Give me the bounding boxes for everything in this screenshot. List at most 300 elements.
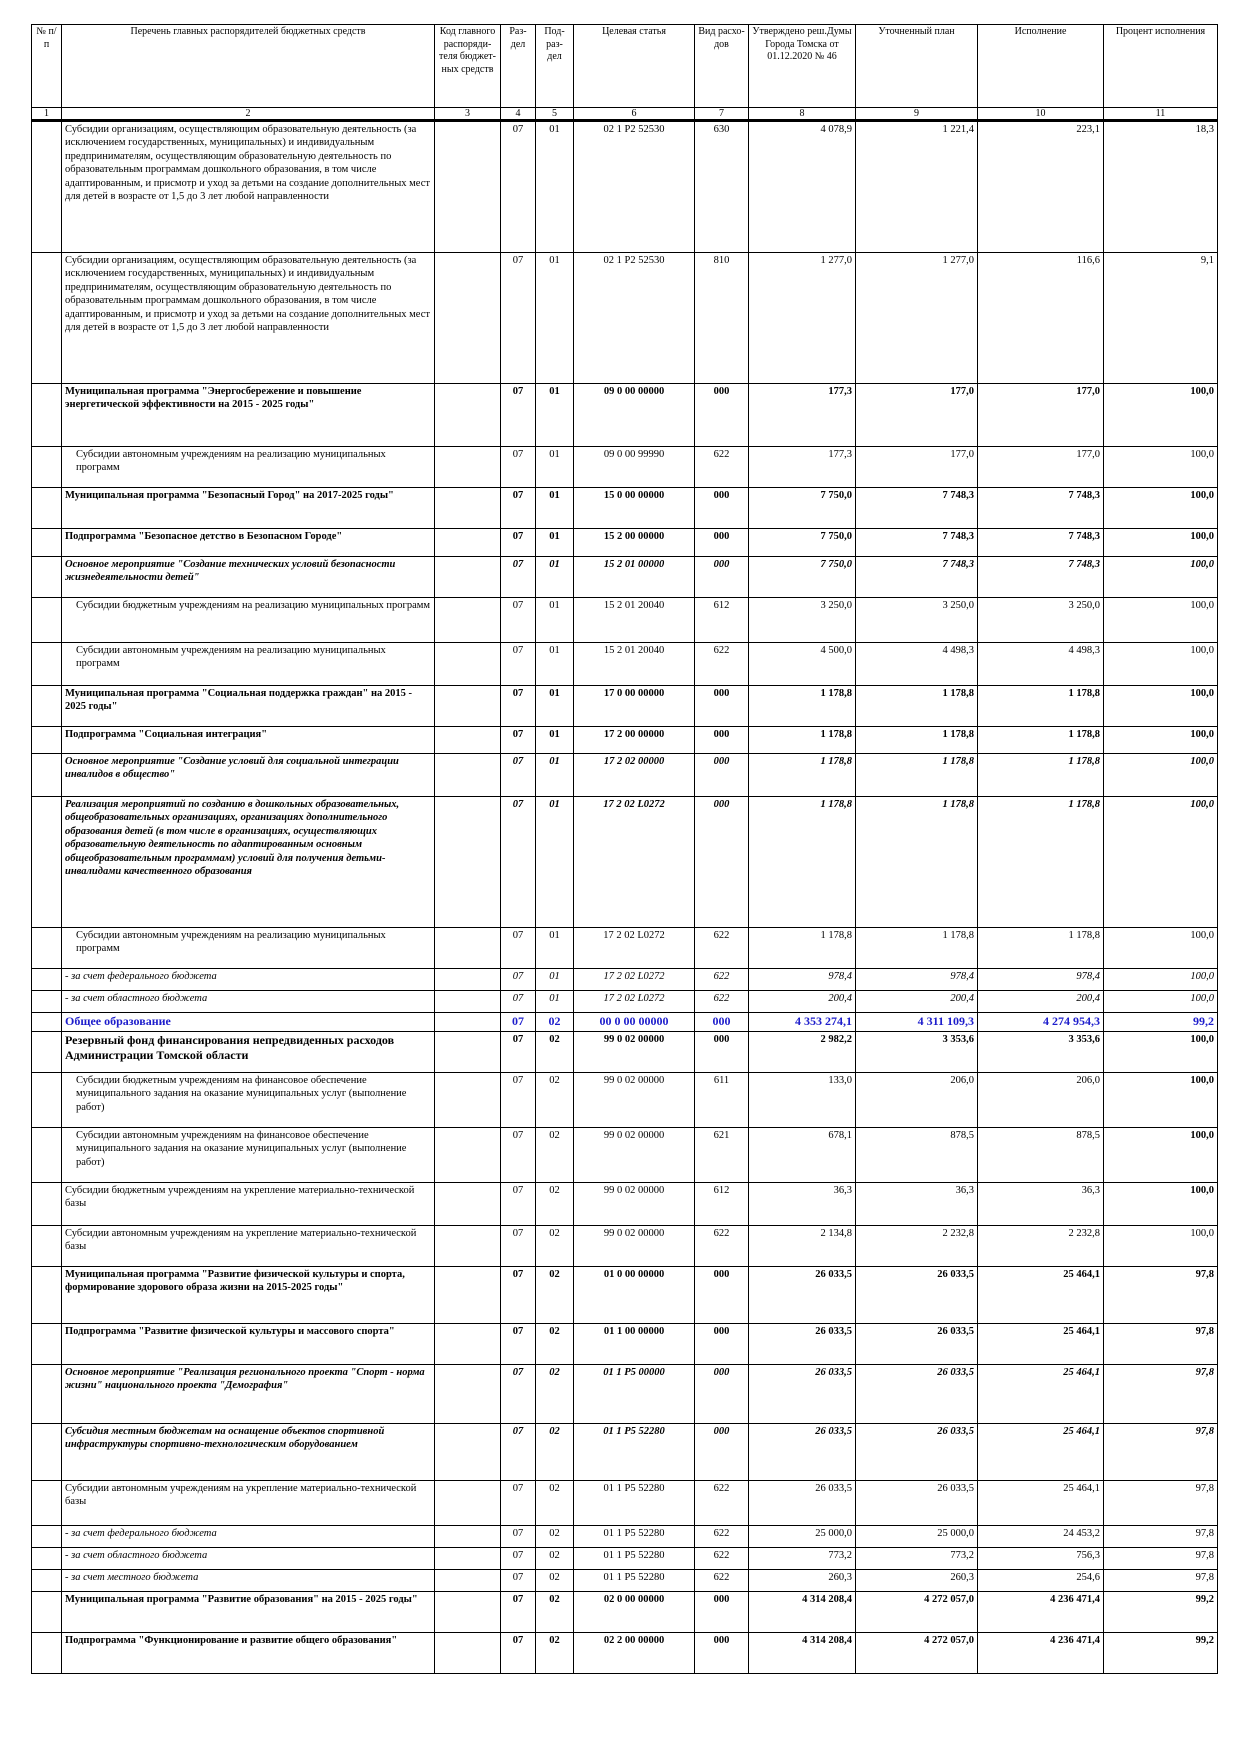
row-podrazdel-cell: 02 <box>536 1013 574 1032</box>
row-podrazdel-cell: 01 <box>536 686 574 727</box>
row-percent-cell: 97,8 <box>1104 1324 1218 1365</box>
row-approved-cell: 2 134,8 <box>749 1226 856 1267</box>
row-plan-cell: 26 033,5 <box>856 1267 978 1324</box>
row-number-cell <box>32 643 62 686</box>
table-row <box>32 1424 1218 1481</box>
row-number-cell <box>32 1013 62 1032</box>
row-podrazdel-cell: 01 <box>536 598 574 643</box>
row-name-cell: Резервный фонд финансирования непредвиденных расходов Администрации Томской области <box>62 1032 435 1073</box>
row-execution-cell: 756,3 <box>978 1548 1104 1570</box>
row-name-cell: Основное мероприятие "Реализация регионального проекта "Спорт - норма жизни" национального проекта "Демография" <box>62 1365 435 1424</box>
row-plan-cell: 177,0 <box>856 384 978 447</box>
row-expense-type-cell: 622 <box>695 447 749 488</box>
table-row <box>32 1570 1218 1592</box>
row-razdel-cell: 07 <box>501 488 536 529</box>
row-podrazdel-cell: 01 <box>536 384 574 447</box>
row-code-cell <box>435 1226 501 1267</box>
row-name-cell: Муниципальная программа "Социальная поддержка граждан" на 2015 - 2025 годы" <box>62 686 435 727</box>
row-target-article-cell: 09 0 00 00000 <box>574 384 695 447</box>
row-target-article-cell: 02 2 00 00000 <box>574 1633 695 1674</box>
row-podrazdel-cell: 02 <box>536 1526 574 1548</box>
col-number: 8 <box>749 108 856 121</box>
row-name-cell: Субсидии автономным учреждениям на реализацию муниципальных программ <box>62 643 435 686</box>
row-approved-cell: 4 500,0 <box>749 643 856 686</box>
row-percent-cell: 100,0 <box>1104 384 1218 447</box>
col-header-name: Перечень главных распорядителей бюджетных средств <box>62 25 435 108</box>
row-target-article-cell: 15 0 00 00000 <box>574 488 695 529</box>
row-expense-type-cell: 622 <box>695 969 749 991</box>
row-expense-type-cell: 000 <box>695 529 749 557</box>
col-number: 11 <box>1104 108 1218 121</box>
row-target-article-cell: 01 1 P5 52280 <box>574 1481 695 1526</box>
row-target-article-cell: 00 0 00 00000 <box>574 1013 695 1032</box>
row-execution-cell: 1 178,8 <box>978 727 1104 754</box>
row-execution-cell: 25 464,1 <box>978 1324 1104 1365</box>
row-code-cell <box>435 754 501 797</box>
row-podrazdel-cell: 01 <box>536 121 574 253</box>
row-name-cell: Субсидии бюджетным учреждениям на укрепление материально-технической базы <box>62 1183 435 1226</box>
row-expense-type-cell: 000 <box>695 754 749 797</box>
row-expense-type-cell: 622 <box>695 643 749 686</box>
row-number-cell <box>32 969 62 991</box>
row-approved-cell: 3 250,0 <box>749 598 856 643</box>
row-podrazdel-cell: 02 <box>536 1226 574 1267</box>
table-row <box>32 529 1218 557</box>
row-number-cell <box>32 1128 62 1183</box>
row-podrazdel-cell: 01 <box>536 969 574 991</box>
row-execution-cell: 7 748,3 <box>978 557 1104 598</box>
row-name-cell: Субсидии автономным учреждениям на реализацию муниципальных программ <box>62 928 435 969</box>
table-row <box>32 121 1218 253</box>
row-plan-cell: 2 232,8 <box>856 1226 978 1267</box>
row-podrazdel-cell: 01 <box>536 253 574 384</box>
row-name-cell: Субсидия местным бюджетам на оснащение объектов спортивной инфраструктуры спортивно-технологическим оборудованием <box>62 1424 435 1481</box>
row-approved-cell: 36,3 <box>749 1183 856 1226</box>
row-expense-type-cell: 810 <box>695 253 749 384</box>
row-plan-cell: 1 178,8 <box>856 686 978 727</box>
row-code-cell <box>435 727 501 754</box>
row-podrazdel-cell: 01 <box>536 797 574 928</box>
row-percent-cell: 97,8 <box>1104 1424 1218 1481</box>
row-plan-cell: 978,4 <box>856 969 978 991</box>
row-razdel-cell: 07 <box>501 1548 536 1570</box>
row-expense-type-cell: 000 <box>695 1267 749 1324</box>
col-number: 7 <box>695 108 749 121</box>
row-razdel-cell: 07 <box>501 1424 536 1481</box>
row-percent-cell: 99,2 <box>1104 1592 1218 1633</box>
row-percent-cell: 99,2 <box>1104 1633 1218 1674</box>
table-row <box>32 488 1218 529</box>
row-plan-cell: 26 033,5 <box>856 1424 978 1481</box>
row-approved-cell: 1 178,8 <box>749 797 856 928</box>
row-target-article-cell: 99 0 02 00000 <box>574 1226 695 1267</box>
table-row <box>32 598 1218 643</box>
row-approved-cell: 26 033,5 <box>749 1365 856 1424</box>
row-approved-cell: 26 033,5 <box>749 1324 856 1365</box>
row-approved-cell: 26 033,5 <box>749 1267 856 1324</box>
row-code-cell <box>435 1013 501 1032</box>
row-name-cell: - за счет местного бюджета <box>62 1570 435 1592</box>
row-razdel-cell: 07 <box>501 969 536 991</box>
row-target-article-cell: 15 2 01 20040 <box>574 598 695 643</box>
col-header-plan: Уточненный план <box>856 25 978 108</box>
row-name-cell: Субсидии бюджетным учреждениям на реализацию муниципальных программ <box>62 598 435 643</box>
row-approved-cell: 773,2 <box>749 1548 856 1570</box>
row-percent-cell: 100,0 <box>1104 488 1218 529</box>
row-expense-type-cell: 630 <box>695 121 749 253</box>
row-podrazdel-cell: 02 <box>536 1424 574 1481</box>
row-percent-cell: 18,3 <box>1104 121 1218 253</box>
row-code-cell <box>435 928 501 969</box>
table-row <box>32 1365 1218 1424</box>
table-row <box>32 727 1218 754</box>
table-row <box>32 1267 1218 1324</box>
row-execution-cell: 4 236 471,4 <box>978 1592 1104 1633</box>
table-row <box>32 1128 1218 1183</box>
row-podrazdel-cell: 02 <box>536 1324 574 1365</box>
row-target-article-cell: 02 0 00 00000 <box>574 1592 695 1633</box>
col-number: 6 <box>574 108 695 121</box>
row-plan-cell: 26 033,5 <box>856 1324 978 1365</box>
row-expense-type-cell: 622 <box>695 1548 749 1570</box>
row-razdel-cell: 07 <box>501 1013 536 1032</box>
row-approved-cell: 26 033,5 <box>749 1481 856 1526</box>
row-plan-cell: 1 178,8 <box>856 797 978 928</box>
row-percent-cell: 100,0 <box>1104 1183 1218 1226</box>
row-number-cell <box>32 488 62 529</box>
row-expense-type-cell: 622 <box>695 1226 749 1267</box>
row-razdel-cell: 07 <box>501 384 536 447</box>
row-execution-cell: 3 250,0 <box>978 598 1104 643</box>
row-code-cell <box>435 1032 501 1073</box>
row-target-article-cell: 17 0 00 00000 <box>574 686 695 727</box>
row-name-cell: Субсидии автономным учреждениям на укрепление материально-технической базы <box>62 1481 435 1526</box>
row-execution-cell: 25 464,1 <box>978 1267 1104 1324</box>
row-target-article-cell: 01 1 P5 52280 <box>574 1424 695 1481</box>
row-percent-cell: 97,8 <box>1104 1481 1218 1526</box>
col-header-razdel: Раз-дел <box>501 25 536 108</box>
row-razdel-cell: 07 <box>501 529 536 557</box>
row-target-article-cell: 99 0 02 00000 <box>574 1128 695 1183</box>
row-code-cell <box>435 1481 501 1526</box>
row-expense-type-cell: 000 <box>695 727 749 754</box>
row-number-cell <box>32 1032 62 1073</box>
row-approved-cell: 25 000,0 <box>749 1526 856 1548</box>
row-name-cell: Подпрограмма "Функционирование и развитие общего образования" <box>62 1633 435 1674</box>
row-podrazdel-cell: 02 <box>536 1633 574 1674</box>
row-execution-cell: 36,3 <box>978 1183 1104 1226</box>
row-execution-cell: 1 178,8 <box>978 754 1104 797</box>
row-plan-cell: 260,3 <box>856 1570 978 1592</box>
row-expense-type-cell: 000 <box>695 1365 749 1424</box>
row-percent-cell: 100,0 <box>1104 1226 1218 1267</box>
row-execution-cell: 4 236 471,4 <box>978 1633 1104 1674</box>
row-execution-cell: 24 453,2 <box>978 1526 1104 1548</box>
row-percent-cell: 100,0 <box>1104 529 1218 557</box>
col-number: 2 <box>62 108 435 121</box>
row-podrazdel-cell: 02 <box>536 1183 574 1226</box>
row-plan-cell: 177,0 <box>856 447 978 488</box>
col-number: 4 <box>501 108 536 121</box>
row-podrazdel-cell: 01 <box>536 488 574 529</box>
row-number-cell <box>32 1633 62 1674</box>
row-percent-cell: 97,8 <box>1104 1526 1218 1548</box>
row-plan-cell: 7 748,3 <box>856 557 978 598</box>
row-percent-cell: 100,0 <box>1104 557 1218 598</box>
row-expense-type-cell: 622 <box>695 928 749 969</box>
row-plan-cell: 1 277,0 <box>856 253 978 384</box>
row-expense-type-cell: 612 <box>695 1183 749 1226</box>
row-number-cell <box>32 1073 62 1128</box>
row-approved-cell: 133,0 <box>749 1073 856 1128</box>
row-razdel-cell: 07 <box>501 797 536 928</box>
row-expense-type-cell: 000 <box>695 1633 749 1674</box>
row-podrazdel-cell: 02 <box>536 1570 574 1592</box>
row-execution-cell: 25 464,1 <box>978 1365 1104 1424</box>
row-plan-cell: 3 250,0 <box>856 598 978 643</box>
row-expense-type-cell: 000 <box>695 557 749 598</box>
row-razdel-cell: 07 <box>501 1633 536 1674</box>
row-approved-cell: 678,1 <box>749 1128 856 1183</box>
row-podrazdel-cell: 02 <box>536 1481 574 1526</box>
row-target-article-cell: 15 2 01 20040 <box>574 643 695 686</box>
row-name-cell: Субсидии автономным учреждениям на реализацию муниципальных программ <box>62 447 435 488</box>
row-execution-cell: 254,6 <box>978 1570 1104 1592</box>
table-row <box>32 1633 1218 1674</box>
row-code-cell <box>435 686 501 727</box>
row-plan-cell: 7 748,3 <box>856 529 978 557</box>
row-number-cell <box>32 1424 62 1481</box>
row-number-cell <box>32 754 62 797</box>
row-razdel-cell: 07 <box>501 1226 536 1267</box>
row-code-cell <box>435 1526 501 1548</box>
row-name-cell: Общее образование <box>62 1013 435 1032</box>
row-name-cell: Субсидии организациям, осуществляющим образовательную деятельность (за исключением государственных, муниципальных) и индивидуальным предпринимателям, осуществляющим образовательную деятельность по образовательным программам дошкольного образования, в том числе адаптированным, и присмотр и уход за детьми на создание дополнительных мест для детей в возрасте от 1,5 до 3 лет любой направленности <box>62 121 435 253</box>
row-plan-cell: 4 311 109,3 <box>856 1013 978 1032</box>
row-plan-cell: 206,0 <box>856 1073 978 1128</box>
row-number-cell <box>32 253 62 384</box>
row-approved-cell: 1 178,8 <box>749 727 856 754</box>
row-razdel-cell: 07 <box>501 1592 536 1633</box>
row-plan-cell: 3 353,6 <box>856 1032 978 1073</box>
row-razdel-cell: 07 <box>501 1365 536 1424</box>
row-execution-cell: 223,1 <box>978 121 1104 253</box>
row-percent-cell: 100,0 <box>1104 447 1218 488</box>
row-name-cell: Субсидии автономным учреждениям на финансовое обеспечение муниципального задания на оказание муниципальных услуг (выполнение работ) <box>62 1128 435 1183</box>
table-row <box>32 643 1218 686</box>
table-row <box>32 1481 1218 1526</box>
row-podrazdel-cell: 01 <box>536 991 574 1013</box>
table-row <box>32 253 1218 384</box>
row-number-cell <box>32 529 62 557</box>
row-execution-cell: 25 464,1 <box>978 1424 1104 1481</box>
row-code-cell <box>435 1365 501 1424</box>
row-percent-cell: 97,8 <box>1104 1365 1218 1424</box>
row-expense-type-cell: 622 <box>695 1481 749 1526</box>
row-number-cell <box>32 1592 62 1633</box>
table-row <box>32 686 1218 727</box>
row-number-cell <box>32 1183 62 1226</box>
row-code-cell <box>435 598 501 643</box>
table-row <box>32 1032 1218 1073</box>
row-name-cell: - за счет федерального бюджета <box>62 969 435 991</box>
row-approved-cell: 4 078,9 <box>749 121 856 253</box>
row-approved-cell: 1 277,0 <box>749 253 856 384</box>
row-expense-type-cell: 000 <box>695 1424 749 1481</box>
col-header-podrazdel: Под-раз-дел <box>536 25 574 108</box>
row-expense-type-cell: 000 <box>695 1592 749 1633</box>
table-row <box>32 928 1218 969</box>
row-podrazdel-cell: 02 <box>536 1365 574 1424</box>
row-name-cell: Муниципальная программа "Безопасный Город" на 2017-2025 годы" <box>62 488 435 529</box>
row-code-cell <box>435 1183 501 1226</box>
row-number-cell <box>32 1570 62 1592</box>
row-number-cell <box>32 797 62 928</box>
row-percent-cell: 99,2 <box>1104 1013 1218 1032</box>
row-code-cell <box>435 384 501 447</box>
row-percent-cell: 100,0 <box>1104 969 1218 991</box>
row-number-cell <box>32 1548 62 1570</box>
row-approved-cell: 1 178,8 <box>749 686 856 727</box>
col-header-target-article: Целевая статья <box>574 25 695 108</box>
col-number: 3 <box>435 108 501 121</box>
row-number-cell <box>32 727 62 754</box>
row-number-cell <box>32 686 62 727</box>
table-row <box>32 557 1218 598</box>
table-row <box>32 1073 1218 1128</box>
row-podrazdel-cell: 01 <box>536 754 574 797</box>
row-target-article-cell: 01 1 00 00000 <box>574 1324 695 1365</box>
row-percent-cell: 97,8 <box>1104 1267 1218 1324</box>
row-number-cell <box>32 384 62 447</box>
table-row <box>32 1548 1218 1570</box>
row-percent-cell: 100,0 <box>1104 754 1218 797</box>
row-plan-cell: 4 272 057,0 <box>856 1633 978 1674</box>
row-razdel-cell: 07 <box>501 727 536 754</box>
row-percent-cell: 100,0 <box>1104 797 1218 928</box>
row-execution-cell: 200,4 <box>978 991 1104 1013</box>
row-percent-cell: 100,0 <box>1104 928 1218 969</box>
row-execution-cell: 25 464,1 <box>978 1481 1104 1526</box>
row-podrazdel-cell: 01 <box>536 447 574 488</box>
table-row <box>32 1183 1218 1226</box>
row-target-article-cell: 17 2 02 L0272 <box>574 991 695 1013</box>
row-execution-cell: 7 748,3 <box>978 488 1104 529</box>
row-approved-cell: 2 982,2 <box>749 1032 856 1073</box>
row-podrazdel-cell: 01 <box>536 557 574 598</box>
row-podrazdel-cell: 02 <box>536 1592 574 1633</box>
table-row <box>32 447 1218 488</box>
row-number-cell <box>32 991 62 1013</box>
row-name-cell: Субсидии организациям, осуществляющим образовательную деятельность (за исключением государственных, муниципальных) и индивидуальным предпринимателям, осуществляющим образовательную деятельность по образовательным программам дошкольного образования, в том числе адаптированным, и присмотр и уход за детьми на создание дополнительных мест для детей в возрасте от 1,5 до 3 лет любой направленности <box>62 253 435 384</box>
row-code-cell <box>435 1267 501 1324</box>
row-razdel-cell: 07 <box>501 1073 536 1128</box>
row-code-cell <box>435 1592 501 1633</box>
table-row <box>32 1013 1218 1032</box>
table-row <box>32 754 1218 797</box>
table-row <box>32 1226 1218 1267</box>
row-name-cell: Муниципальная программа "Энергосбережение и повышение энергетической эффективности на 2015 - 2025 годы" <box>62 384 435 447</box>
row-number-cell <box>32 557 62 598</box>
row-name-cell: - за счет областного бюджета <box>62 1548 435 1570</box>
row-name-cell: Основное мероприятие "Создание технических условий безопасности жизнедеятельности детей" <box>62 557 435 598</box>
row-approved-cell: 26 033,5 <box>749 1424 856 1481</box>
col-header-code: Код главного распоряди-теля бюджет-ных средств <box>435 25 501 108</box>
row-execution-cell: 3 353,6 <box>978 1032 1104 1073</box>
row-percent-cell: 9,1 <box>1104 253 1218 384</box>
row-name-cell: Основное мероприятие "Создание условий для социальной интеграции инвалидов в общество" <box>62 754 435 797</box>
row-number-cell <box>32 447 62 488</box>
row-code-cell <box>435 447 501 488</box>
row-number-cell <box>32 121 62 253</box>
row-code-cell <box>435 1128 501 1183</box>
row-number-cell <box>32 1481 62 1526</box>
row-approved-cell: 4 314 208,4 <box>749 1592 856 1633</box>
row-podrazdel-cell: 01 <box>536 529 574 557</box>
row-podrazdel-cell: 02 <box>536 1073 574 1128</box>
row-execution-cell: 206,0 <box>978 1073 1104 1128</box>
row-target-article-cell: 02 1 P2 52530 <box>574 121 695 253</box>
row-expense-type-cell: 000 <box>695 686 749 727</box>
row-code-cell <box>435 121 501 253</box>
row-percent-cell: 100,0 <box>1104 1073 1218 1128</box>
row-percent-cell: 100,0 <box>1104 598 1218 643</box>
row-plan-cell: 36,3 <box>856 1183 978 1226</box>
row-percent-cell: 100,0 <box>1104 643 1218 686</box>
row-approved-cell: 200,4 <box>749 991 856 1013</box>
row-target-article-cell: 17 2 02 L0272 <box>574 969 695 991</box>
row-expense-type-cell: 622 <box>695 991 749 1013</box>
row-razdel-cell: 07 <box>501 557 536 598</box>
row-razdel-cell: 07 <box>501 686 536 727</box>
row-razdel-cell: 07 <box>501 1128 536 1183</box>
row-approved-cell: 978,4 <box>749 969 856 991</box>
row-approved-cell: 4 353 274,1 <box>749 1013 856 1032</box>
row-target-article-cell: 01 1 P5 52280 <box>574 1526 695 1548</box>
table-row <box>32 1324 1218 1365</box>
row-podrazdel-cell: 02 <box>536 1267 574 1324</box>
row-target-article-cell: 99 0 02 00000 <box>574 1032 695 1073</box>
row-percent-cell: 100,0 <box>1104 686 1218 727</box>
row-razdel-cell: 07 <box>501 1032 536 1073</box>
row-expense-type-cell: 000 <box>695 1032 749 1073</box>
row-name-cell: Муниципальная программа "Развитие физической культуры и спорта, формирование здорового образа жизни на 2015-2025 годы" <box>62 1267 435 1324</box>
row-name-cell: Подпрограмма "Безопасное детство в Безопасном Городе" <box>62 529 435 557</box>
row-code-cell <box>435 1424 501 1481</box>
row-plan-cell: 1 178,8 <box>856 727 978 754</box>
row-plan-cell: 4 272 057,0 <box>856 1592 978 1633</box>
row-target-article-cell: 17 2 02 L0272 <box>574 928 695 969</box>
row-name-cell: - за счет областного бюджета <box>62 991 435 1013</box>
row-expense-type-cell: 611 <box>695 1073 749 1128</box>
row-code-cell <box>435 1073 501 1128</box>
row-execution-cell: 177,0 <box>978 447 1104 488</box>
row-code-cell <box>435 643 501 686</box>
row-expense-type-cell: 621 <box>695 1128 749 1183</box>
row-code-cell <box>435 253 501 384</box>
row-razdel-cell: 07 <box>501 1481 536 1526</box>
row-podrazdel-cell: 02 <box>536 1548 574 1570</box>
row-execution-cell: 1 178,8 <box>978 686 1104 727</box>
row-razdel-cell: 07 <box>501 754 536 797</box>
row-approved-cell: 260,3 <box>749 1570 856 1592</box>
row-percent-cell: 100,0 <box>1104 991 1218 1013</box>
row-expense-type-cell: 000 <box>695 1324 749 1365</box>
row-plan-cell: 1 178,8 <box>856 754 978 797</box>
col-header-expense-type: Вид расхо-дов <box>695 25 749 108</box>
row-number-cell <box>32 1267 62 1324</box>
row-razdel-cell: 07 <box>501 598 536 643</box>
